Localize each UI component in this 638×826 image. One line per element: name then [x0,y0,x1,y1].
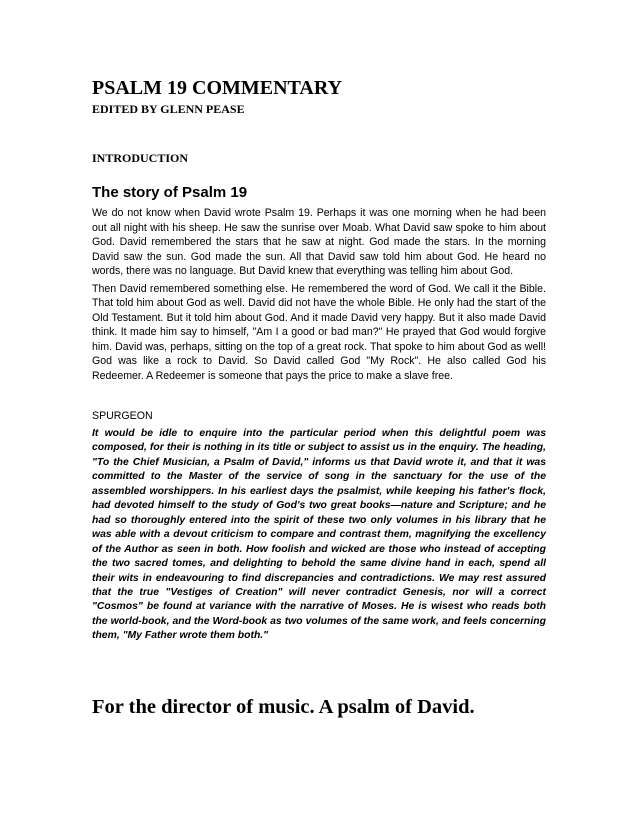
introduction-label: INTRODUCTION [92,151,189,165]
commentary-quote: It would be idle to enquire into the particular period when this delightful poem was composed, for their is nothing in its title or subject to assist us in the enquiry. The heading, "To the Chief Musician, a Psalm of David," informs us that David wrote it, and that it was committed to the Master of the service of song in the sanctuary for the use of the assembled worshippers. In his earliest days the psalmist, while keeping his father's flock, had devoted himself to the study of God's two great books—nature and Scripture; and he had so thoroughly entered into the spirit of these two only volumes in his library that he was able with a devout criticism to compare and contrast them, magnifying the excellency of the Author as seen in both. How foolish and wicked are those who instead of accepting the two sacred tomes, and delighting to behold the same divine hand in each, spend all their wits in endeavouring to find discrepancies and contradictions. We may rest assured that the true "Vestiges of Creation" will never contradict Genesis, nor will a correct "Cosmos" be found at variance with the narrative of Moses. He is wisest who reads both the world-book, and the Word-book as two volumes of the same work, and feels concerning them, "My Father wrote them both." [92,428,546,642]
document-title: PSALM 19 COMMENTARY [92,77,343,99]
document-page [92,76,546,720]
section-heading: For the director of music. A psalm of David. [92,695,475,718]
story-heading: The story of Psalm 19 [92,184,248,201]
story-paragraph-2: Then David remembered something else. He remembered the word of God. We call it the Bible. That told him about God as well. David did not have the whole Bible. He only had the start of the Old Testament. But it told him about God. And it made David very happy. But it also made David think. It made him say to himself, "Am I a good or bad man?" He prayed that God would forgive him. David was, perhaps, sitting on the top of a great rock. That spoke to him about God as well! God was like a rock to David. So David called God "My Rock". He also called God his Redeemer. A Redeemer is someone that pays the price to make a slave free. [92,282,546,382]
story-paragraph-1: We do not know when David wrote Psalm 19. Perhaps it was one morning when he had been out all night with his sheep. He saw the sunrise over Moab. What David saw spoke to him about God. David remembered the stars that he saw at night. God made the stars. In the morning David saw the sun. God made the sun. All that David saw told him about God. He heard no words, there was no language. But David knew that everything was telling him about God. [92,207,546,277]
document-subtitle: EDITED BY GLENN PEASE [92,102,245,116]
source-label: SPURGEON [92,410,153,422]
